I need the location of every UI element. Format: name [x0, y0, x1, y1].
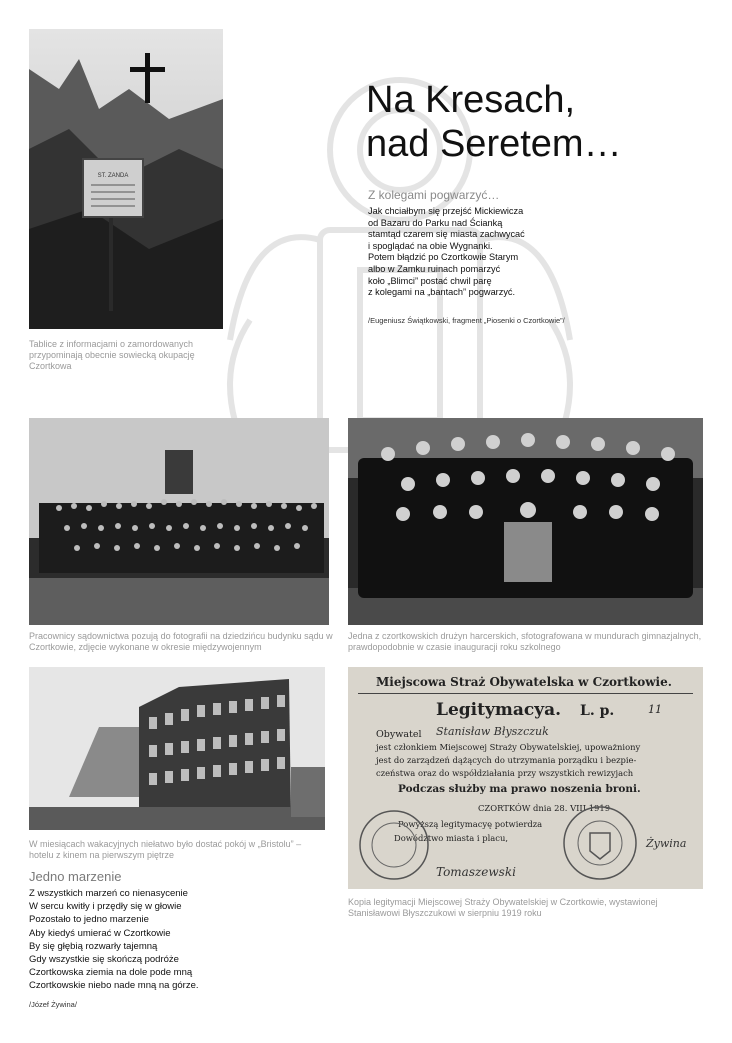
- poem2-line: Czortkowskie niebo nade mną na górze.: [29, 980, 199, 992]
- poem2-body: [29, 887, 199, 993]
- doc-name: Stanisław Błyszczuk: [436, 725, 549, 738]
- poem1-line: z kolegami na „bantach” pogwarzyć.: [368, 287, 516, 298]
- poem2-citation: /Józef Żywina/: [29, 1000, 77, 1009]
- poem2-line: By się głębią rozwarły tajemną: [29, 940, 158, 952]
- memorial-sign-text: ST. ZANDA: [97, 173, 129, 179]
- bristol-hotel-photo: [29, 667, 325, 830]
- doc-number-label: L. p.: [580, 703, 615, 719]
- page-title: [366, 78, 622, 166]
- doc-place-date: CZORTKÓW dnia 28. VIII 1919: [478, 803, 611, 813]
- doc-signature: Tomaszewski: [436, 865, 516, 879]
- caption-court: Pracownicy sądownictwa pozują do fotografii na dziedzińcu budynku sądu w Czortkowie, zdjęcie wykonane w okresie międzywojennym: [29, 631, 333, 652]
- doc-signature-2: Żywina: [646, 837, 687, 850]
- memorial-cross-photo: [29, 29, 223, 329]
- scouts-photo: [348, 418, 703, 625]
- poem2-line: Z wszystkich marzeń co nienasycenie: [29, 888, 188, 899]
- court-employees-photo: [29, 418, 329, 625]
- poem2-line: Czortkowska ziemia na dole pode mną: [29, 967, 193, 979]
- poem1-body: [368, 206, 525, 299]
- caption-scouts: Jedna z czortkowskich drużyn harcerskich, sfotografowana w mundurach gimnazjalnych, prawdopodobnie w czasie inauguracji roku szkolnego: [348, 631, 702, 652]
- legitymacja-document: [348, 667, 703, 889]
- poem1-line: albo w Zamku ruinach pomarzyć: [368, 263, 501, 274]
- poem2-line: Pozostało to jedno marzenie: [29, 914, 149, 926]
- poem2-heading: Jedno marzenie: [29, 869, 122, 884]
- doc-number: 11: [648, 703, 662, 716]
- stamp-left-icon: [356, 807, 432, 883]
- poem1-line: Potem błądzić po Czortkowie Starym: [368, 252, 519, 263]
- poem1-line: koło „Blimci” postać chwil parę: [368, 275, 492, 286]
- stamp-right-icon: [560, 803, 640, 883]
- caption-cross: Tablice z informacjami o zamordowanych przypominają obecnie sowiecką okupację Czortkowa: [29, 339, 195, 371]
- poem1-heading: Z kolegami pogwarzyć…: [368, 188, 500, 202]
- doc-line-3: czeństwa oraz do współdziałania przy wszystkich rewizyjach: [376, 768, 634, 778]
- poem1-line: i spoglądać na obie Wygnanki.: [368, 240, 493, 251]
- poem1-citation: /Eugeniusz Świątkowski, fragment „Piosenki o Czortkowie”/: [368, 316, 565, 325]
- caption-bristol: W miesiącach wakacyjnych niełatwo było dostać pokój w „Bristolu” – hotelu z kinem na pierwszym piętrze: [29, 839, 302, 860]
- doc-obywatel: Obywatel: [376, 729, 422, 740]
- doc-line-2: jest do zarządzeń dążących do utrzymania porządku i bezpie-: [376, 755, 637, 765]
- poem1-line: Jak chciałbym się przejść Mickiewicza: [368, 206, 524, 216]
- doc-title: Legitymacya.: [436, 700, 562, 720]
- doc-header: Miejscowa Straż Obywatelska w Czortkowie.: [376, 675, 672, 689]
- caption-legitymacja: Kopia legitymacji Miejscowej Straży Obywatelskiej w Czortkowie, wystawionej Stanisławowi Błyszczukowi w sierpniu 1919 roku: [348, 897, 658, 918]
- doc-confirm-2: Dowództwo miasta i placu,: [394, 833, 509, 843]
- doc-confirm-1: Powyższą legitymacyę potwierdza: [398, 819, 543, 829]
- poem1-line: od Bazaru do Parku nad Ścianką: [368, 217, 503, 228]
- poem1-line: stamtąd czarem się miasta zachwycać: [368, 229, 525, 240]
- doc-line-1: jest członkiem Miejscowej Straży Obywatelskiej, upoważniony: [376, 742, 641, 752]
- title-line-1: Na Kresach,: [366, 79, 576, 121]
- title-line-2: nad Seretem…: [366, 123, 622, 165]
- poem2-line: Aby kiedyś umierać w Czortkowie: [29, 927, 171, 939]
- poem2-line: W sercu kwitły i przędły się w głowie: [29, 901, 182, 913]
- poem2-line: Gdy wszystkie się skończą podróże: [29, 954, 179, 966]
- doc-line-4: Podczas służby ma prawo noszenia broni.: [398, 783, 641, 795]
